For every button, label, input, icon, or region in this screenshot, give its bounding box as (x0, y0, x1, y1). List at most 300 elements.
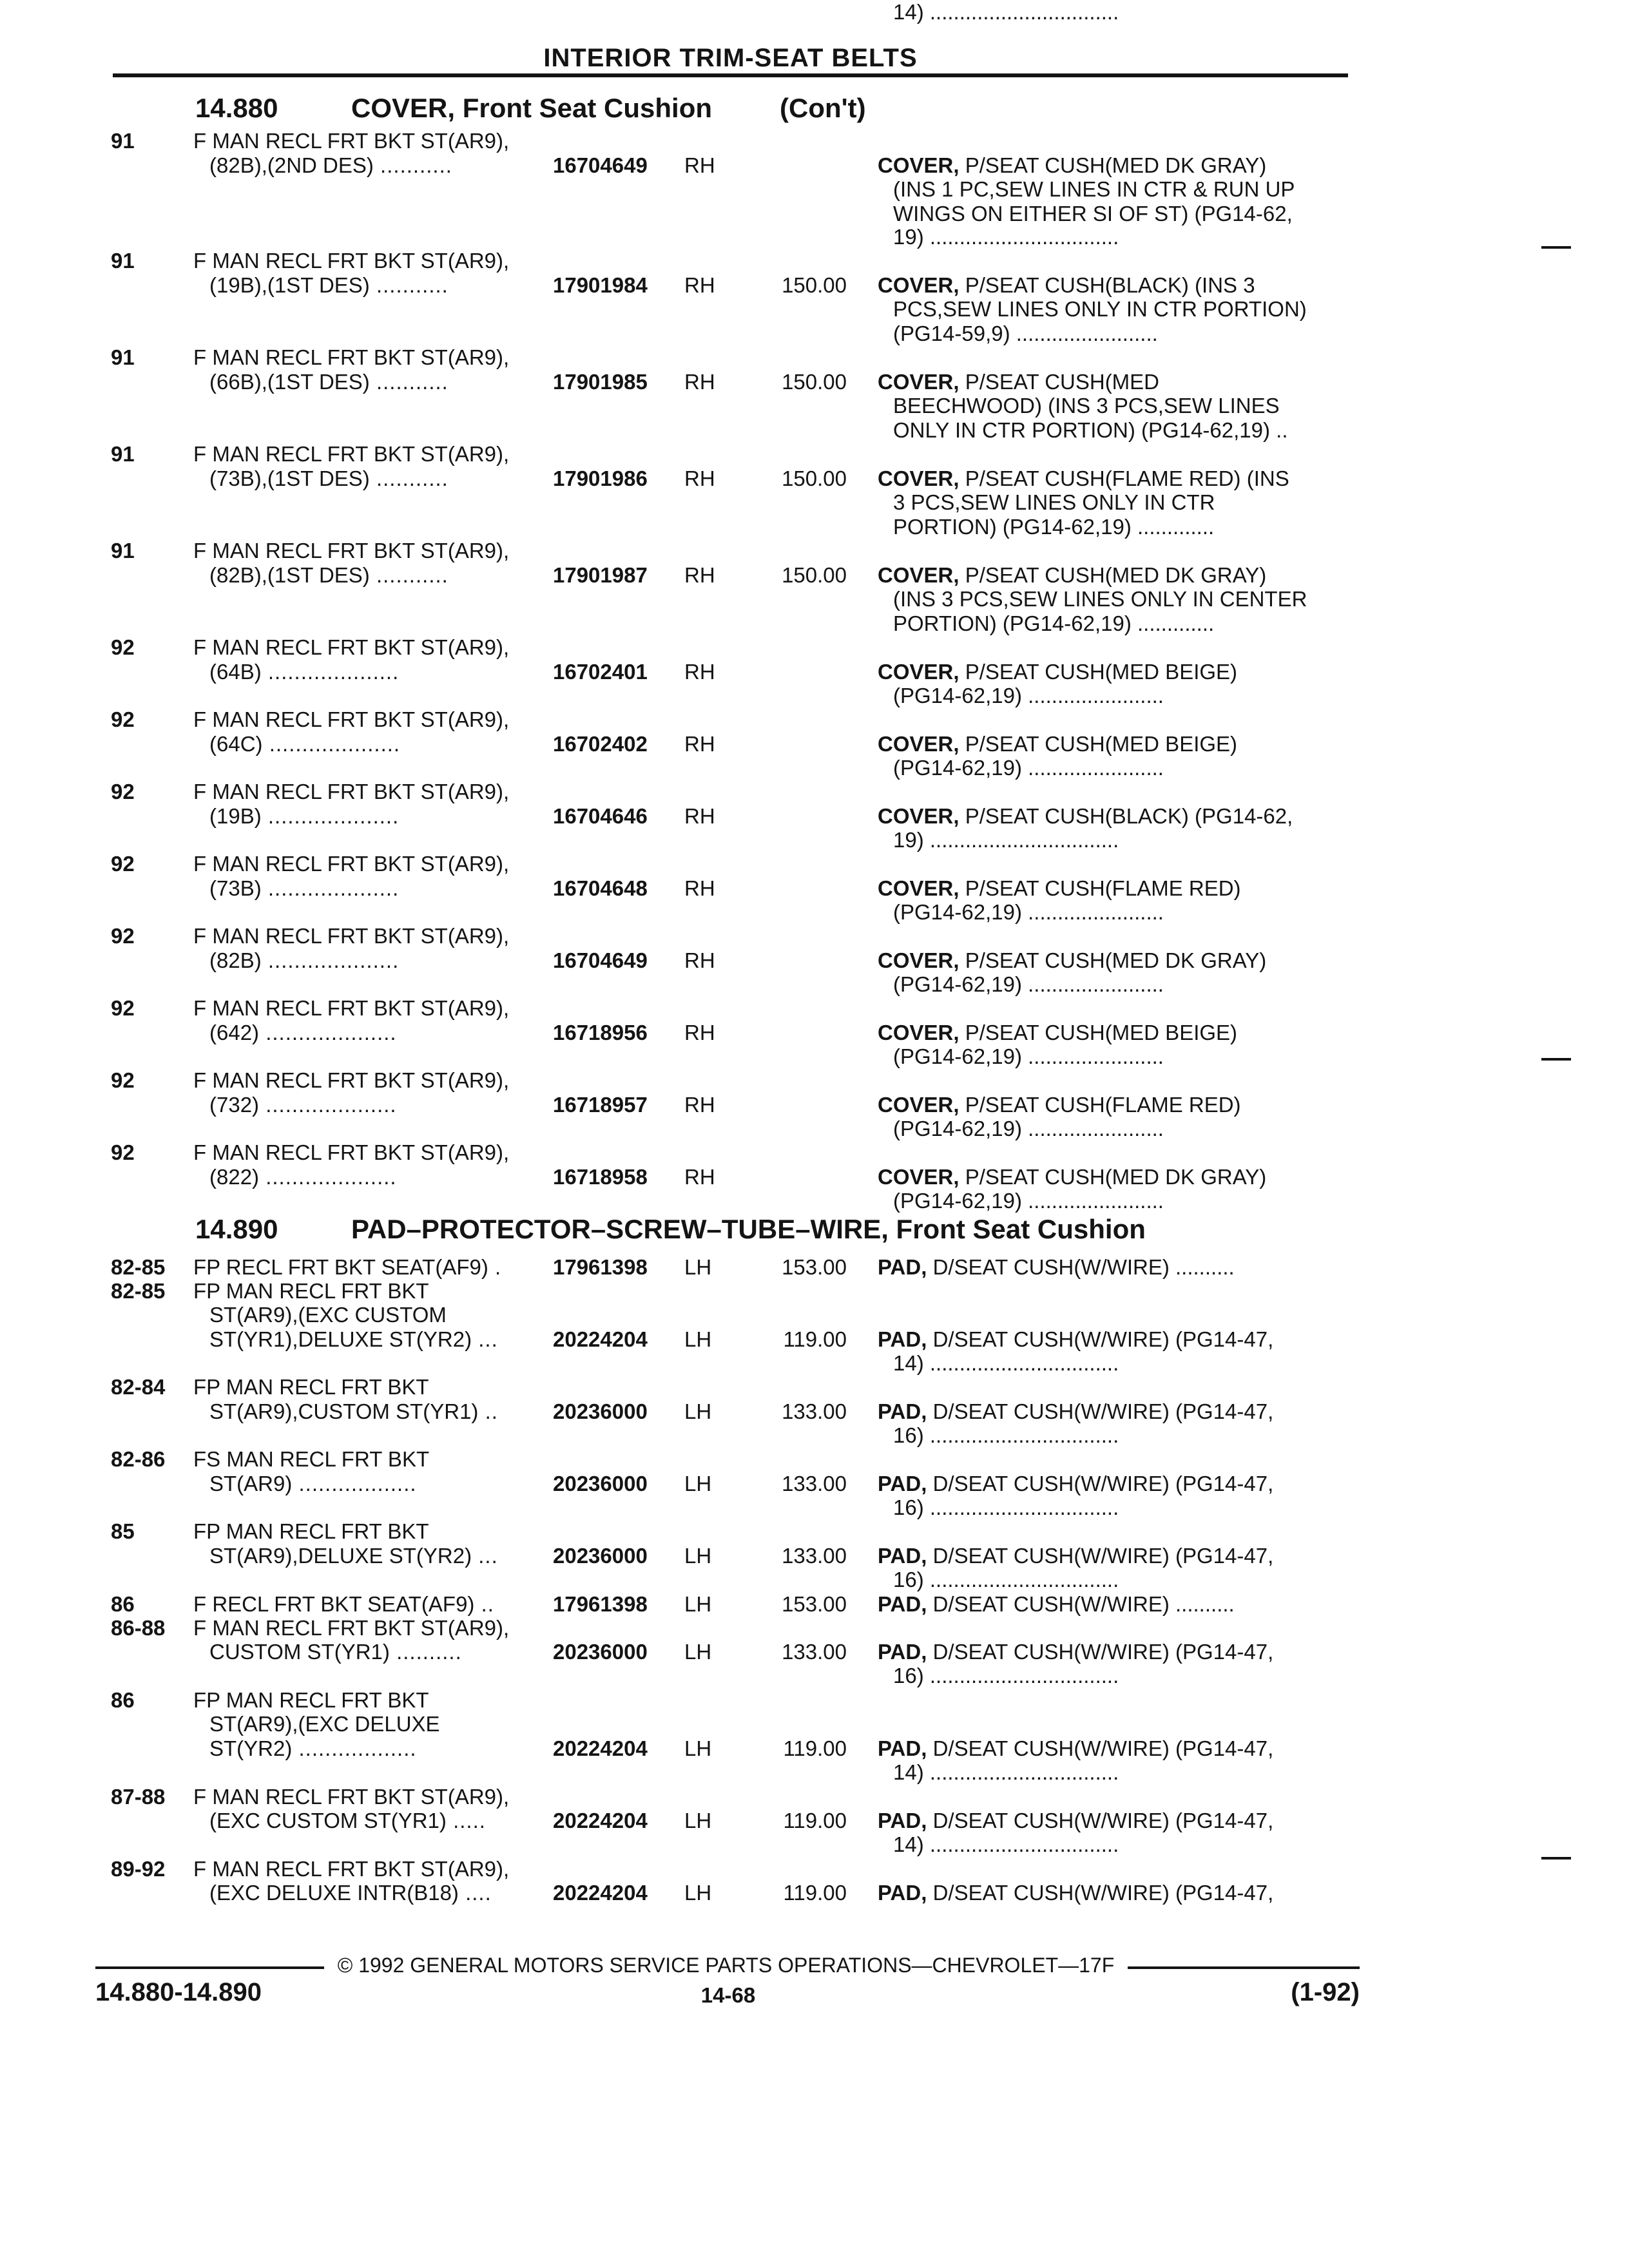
reference-number: 92 (111, 780, 135, 803)
description-text: 16) ................................ (893, 1664, 1119, 1687)
page-title: INTERIOR TRIM-SEAT BELTS (543, 44, 918, 72)
application-text (193, 707, 509, 732)
description (893, 972, 1164, 997)
dot-leader: .................... (259, 1165, 397, 1189)
description (878, 1544, 1273, 1568)
price: 150.00 (782, 370, 847, 394)
dot-leader: ... (472, 1544, 498, 1568)
description-text: P/SEAT CUSH(FLAME RED) (959, 876, 1241, 900)
price: 119.00 (783, 1736, 847, 1760)
application-label: F MAN RECL FRT BKT ST(AR9), (193, 1857, 510, 1881)
description (893, 0, 1119, 24)
application-label: (82B) (209, 948, 262, 972)
application-label: F MAN RECL FRT BKT ST(AR9), (193, 996, 510, 1020)
application-text (209, 273, 448, 298)
description (893, 297, 1307, 322)
description-text: 14) ................................ (893, 1351, 1119, 1375)
dot-leader: .................... (261, 876, 400, 900)
side-code: RH (684, 1165, 715, 1189)
side-code: RH (684, 563, 715, 587)
reference-number: 92 (111, 1068, 135, 1092)
side-code: LH (684, 1472, 712, 1495)
description-text: (INS 3 PCS,SEW LINES ONLY IN CENTER (893, 587, 1307, 611)
description (878, 153, 1266, 178)
description (878, 563, 1266, 588)
application-text (193, 996, 509, 1021)
description (893, 394, 1280, 418)
side-code: LH (684, 1327, 712, 1351)
application-label: F MAN RECL FRT BKT ST(AR9), (193, 780, 510, 803)
application-text (193, 442, 509, 466)
description (878, 1736, 1273, 1761)
reference-number: 91 (111, 249, 135, 273)
price: 153.00 (782, 1255, 847, 1279)
description-keyword: PAD, (878, 1809, 927, 1832)
description-text: 14) ................................ (893, 1832, 1119, 1856)
dot-leader: .................... (261, 660, 400, 684)
application-label: F MAN RECL FRT BKT ST(AR9), (193, 1140, 510, 1164)
application-label: FP MAN RECL FRT BKT (193, 1279, 429, 1303)
description (893, 515, 1214, 539)
application-label: (822) (209, 1165, 260, 1189)
description-text: 3 PCS,SEW LINES ONLY IN CTR (893, 490, 1215, 514)
application-text (193, 780, 509, 804)
section-name: COVER, Front Seat Cushion (351, 93, 713, 123)
section-continued: (Con't) (780, 93, 866, 123)
description-text: 19) ................................ (893, 225, 1119, 249)
description (893, 322, 1158, 346)
reference-number: 92 (111, 1140, 135, 1164)
dot-leader: ........... (369, 563, 448, 587)
application-label: F MAN RECL FRT BKT ST(AR9), (193, 345, 510, 369)
side-code: RH (684, 1093, 715, 1117)
dot-leader: .......... (389, 1640, 462, 1664)
dot-leader: ... (472, 1327, 498, 1351)
application-label: F MAN RECL FRT BKT ST(AR9), (193, 442, 510, 466)
side-code: LH (684, 1592, 712, 1616)
description (878, 1640, 1273, 1664)
reference-number: 92 (111, 852, 135, 876)
application-text (209, 1640, 462, 1664)
application-label: F MAN RECL FRT BKT ST(AR9), (193, 539, 510, 562)
description-keyword: COVER, (878, 370, 959, 394)
application-text (209, 1399, 498, 1424)
application-label: (EXC CUSTOM ST(YR1) (209, 1809, 447, 1832)
section-number: 14.880 (195, 93, 278, 123)
dot-leader: ........... (369, 466, 448, 490)
part-number: 17961398 (553, 1255, 648, 1279)
application-label: F RECL FRT BKT SEAT(AF9) (193, 1592, 475, 1616)
description-keyword: COVER, (878, 876, 959, 900)
description-text: P/SEAT CUSH(BLACK) (PG14-62, (959, 804, 1293, 828)
description (878, 1592, 1235, 1617)
application-label: FP MAN RECL FRT BKT (193, 1519, 429, 1543)
application-label: CUSTOM ST(YR1) (209, 1640, 390, 1664)
application-label: F MAN RECL FRT BKT ST(AR9), (193, 852, 510, 876)
reference-number: 92 (111, 707, 135, 731)
price: 119.00 (783, 1881, 847, 1905)
description (893, 684, 1164, 708)
side-code: LH (684, 1255, 712, 1279)
margin-mark (1541, 1058, 1571, 1061)
part-number: 17961398 (553, 1592, 648, 1616)
application-label: (73B) (209, 876, 262, 900)
part-number: 16702401 (553, 660, 648, 684)
description (893, 225, 1119, 249)
description (878, 1093, 1241, 1117)
reference-number: 86 (111, 1688, 135, 1712)
application-label: F MAN RECL FRT BKT ST(AR9), (193, 1616, 510, 1640)
description (893, 1423, 1119, 1448)
reference-number: 82-85 (111, 1279, 166, 1303)
description-text: PORTION) (PG14-62,19) ............. (893, 611, 1215, 635)
price: 133.00 (782, 1472, 847, 1495)
description-text: ONLY IN CTR PORTION) (PG14-62,19) .. (893, 418, 1288, 442)
application-text (209, 1327, 498, 1352)
description (878, 466, 1289, 491)
side-code: RH (684, 153, 715, 177)
application-label: (66B),(1ST DES) (209, 370, 370, 394)
part-number: 17901987 (553, 563, 648, 587)
side-code: RH (684, 370, 715, 394)
application-label: F MAN RECL FRT BKT ST(AR9), (193, 707, 510, 731)
description-text: P/SEAT CUSH(MED BEIGE) (959, 660, 1238, 684)
description (878, 1021, 1237, 1045)
description-text: 16) ................................ (893, 1568, 1119, 1591)
dot-leader: . (488, 1255, 502, 1279)
part-number: 20236000 (553, 1472, 648, 1495)
side-code: LH (684, 1640, 712, 1664)
application-label: FP MAN RECL FRT BKT (193, 1375, 429, 1399)
description-text: D/SEAT CUSH(W/WIRE) (PG14-47, (927, 1809, 1274, 1832)
description (878, 273, 1255, 298)
part-number: 20224204 (553, 1809, 648, 1832)
application-text (193, 1857, 509, 1881)
part-number: 16704646 (553, 804, 648, 828)
description-text: (PG14-62,19) ....................... (893, 1044, 1164, 1068)
price: 150.00 (782, 563, 847, 587)
description-text: D/SEAT CUSH(W/WIRE) (PG14-47, (927, 1881, 1274, 1905)
application-text (209, 876, 399, 901)
reference-number: 82-86 (111, 1447, 166, 1471)
reference-number: 91 (111, 129, 135, 153)
application-label: ST(AR9),(EXC CUSTOM (209, 1303, 447, 1327)
application-label: ST(AR9) (209, 1472, 293, 1495)
description (893, 418, 1287, 443)
application-text (209, 1093, 397, 1117)
dot-leader: .. (478, 1399, 498, 1423)
price: 150.00 (782, 273, 847, 297)
description-text: D/SEAT CUSH(W/WIRE) (PG14-47, (927, 1472, 1274, 1495)
application-text (209, 1165, 397, 1189)
description-text: P/SEAT CUSH(MED DK GRAY) (959, 1165, 1267, 1189)
application-label: F MAN RECL FRT BKT ST(AR9), (193, 129, 510, 153)
application-text (193, 635, 509, 660)
application-text (193, 1447, 429, 1472)
description-text: P/SEAT CUSH(MED DK GRAY) (959, 948, 1267, 972)
application-label: ST(AR9),CUSTOM ST(YR1) (209, 1399, 479, 1423)
part-number: 20236000 (553, 1640, 648, 1664)
application-text (209, 1712, 440, 1736)
description-text: PORTION) (PG14-62,19) ............. (893, 515, 1215, 539)
part-number: 16718957 (553, 1093, 648, 1117)
application-label: F MAN RECL FRT BKT ST(AR9), (193, 1785, 510, 1809)
description (878, 1809, 1273, 1833)
price: 119.00 (783, 1327, 847, 1351)
description-keyword: COVER, (878, 563, 959, 587)
side-code: RH (684, 273, 715, 297)
description-text: (PG14-62,19) ....................... (893, 900, 1164, 924)
description (878, 876, 1241, 901)
application-label: ST(AR9),(EXC DELUXE (209, 1712, 440, 1736)
description-keyword: PAD, (878, 1327, 927, 1351)
application-label: (19B),(1ST DES) (209, 273, 370, 297)
description (878, 660, 1237, 684)
side-code: LH (684, 1881, 712, 1905)
description-text: D/SEAT CUSH(W/WIRE) (PG14-47, (927, 1736, 1274, 1760)
description-text: P/SEAT CUSH(MED BEIGE) (959, 1021, 1238, 1044)
description (893, 587, 1307, 611)
side-code: LH (684, 1544, 712, 1568)
application-text (209, 466, 448, 491)
side-code: RH (684, 876, 715, 900)
application-label: F MAN RECL FRT BKT ST(AR9), (193, 249, 510, 273)
description-text: P/SEAT CUSH(MED DK GRAY) (959, 153, 1267, 177)
footer-section-range: 14.880-14.890 (95, 1978, 262, 2006)
dot-leader: ........... (369, 370, 448, 394)
application-text (209, 1472, 417, 1496)
description-text: P/SEAT CUSH(MED BEIGE) (959, 732, 1238, 756)
application-text (193, 1068, 509, 1093)
dot-leader: ........... (373, 153, 452, 177)
application-text (193, 852, 509, 876)
description (893, 490, 1215, 515)
side-code: LH (684, 1736, 712, 1760)
price: 133.00 (782, 1544, 847, 1568)
description-keyword: PAD, (878, 1472, 927, 1495)
description-text: 16) ................................ (893, 1423, 1119, 1447)
description (893, 1117, 1164, 1141)
description (878, 1327, 1273, 1352)
application-text (193, 1140, 509, 1165)
part-number: 16718958 (553, 1165, 648, 1189)
side-code: RH (684, 948, 715, 972)
description-text: (PG14-59,9) ........................ (893, 322, 1158, 345)
description (893, 900, 1164, 925)
description-keyword: PAD, (878, 1881, 927, 1905)
description-text: (INS 1 PC,SEW LINES IN CTR & RUN UP (893, 177, 1295, 201)
description-text: 16) ................................ (893, 1495, 1119, 1519)
reference-number: 91 (111, 442, 135, 466)
part-number: 16704649 (553, 948, 648, 972)
application-text (193, 129, 509, 153)
application-text (193, 1616, 509, 1640)
side-code: RH (684, 804, 715, 828)
description (878, 1255, 1235, 1280)
description-text: P/SEAT CUSH(MED (959, 370, 1160, 394)
dot-leader: .................... (261, 948, 400, 972)
description-keyword: COVER, (878, 948, 959, 972)
dot-leader: .... (458, 1881, 492, 1905)
description (878, 1399, 1273, 1424)
description (878, 804, 1293, 829)
application-label: FP MAN RECL FRT BKT (193, 1688, 429, 1712)
description-text: (PG14-62,19) ....................... (893, 972, 1164, 996)
application-label: ST(YR1),DELUXE ST(YR2) (209, 1327, 472, 1351)
description-text: P/SEAT CUSH(FLAME RED) (959, 1093, 1241, 1117)
description-keyword: PAD, (878, 1592, 927, 1616)
dot-leader: .................... (259, 1021, 397, 1044)
description (893, 1568, 1119, 1592)
description-keyword: COVER, (878, 466, 959, 490)
dot-leader: .................. (292, 1472, 417, 1495)
dot-leader: .................... (259, 1093, 397, 1117)
reference-number: 85 (111, 1519, 135, 1543)
description-text: BEECHWOOD) (INS 3 PCS,SEW LINES (893, 394, 1280, 418)
description-text: D/SEAT CUSH(W/WIRE) (PG14-47, (927, 1399, 1274, 1423)
application-label: FS MAN RECL FRT BKT (193, 1447, 430, 1471)
description-keyword: PAD, (878, 1736, 927, 1760)
price: 133.00 (782, 1399, 847, 1423)
description-text: P/SEAT CUSH(FLAME RED) (INS (959, 466, 1289, 490)
application-label: (64B) (209, 660, 262, 684)
application-text (209, 1736, 417, 1761)
description-text: (PG14-62,19) ....................... (893, 1189, 1164, 1213)
application-label: (EXC DELUXE INTR(B18) (209, 1881, 459, 1905)
description (893, 828, 1119, 852)
description (893, 1832, 1119, 1857)
application-text (193, 1279, 429, 1303)
description-text: D/SEAT CUSH(W/WIRE) .......... (927, 1592, 1235, 1616)
reference-number: 92 (111, 996, 135, 1020)
footer-date: (1-92) (1291, 1978, 1360, 2006)
description-text: 19) ................................ (893, 828, 1119, 852)
application-text (209, 732, 400, 756)
price: 150.00 (782, 466, 847, 490)
part-number: 20236000 (553, 1544, 648, 1568)
part-number: 20224204 (553, 1881, 648, 1905)
description-keyword: COVER, (878, 1021, 959, 1044)
description (893, 177, 1295, 202)
application-label: ST(YR2) (209, 1736, 293, 1760)
part-number: 17901984 (553, 273, 648, 297)
application-label: F MAN RECL FRT BKT ST(AR9), (193, 1068, 510, 1092)
application-label: (19B) (209, 804, 262, 828)
description-text: (PG14-62,19) ....................... (893, 684, 1164, 707)
application-text (193, 1519, 429, 1544)
footer-rule-left (95, 1966, 324, 1969)
reference-number: 82-85 (111, 1255, 166, 1279)
part-number: 17901985 (553, 370, 648, 394)
application-text (193, 1255, 501, 1280)
description (878, 948, 1266, 973)
application-text (193, 1375, 429, 1399)
section-number: 14.890 (195, 1214, 278, 1244)
side-code: RH (684, 1021, 715, 1044)
side-code: LH (684, 1399, 712, 1423)
part-number: 20224204 (553, 1327, 648, 1351)
side-code: RH (684, 732, 715, 756)
application-text (193, 249, 509, 273)
margin-mark (1541, 246, 1571, 249)
dot-leader: .................. (292, 1736, 417, 1760)
description (893, 1044, 1164, 1069)
dot-leader: .................... (262, 732, 401, 756)
description-text: (PG14-62,19) ....................... (893, 1117, 1164, 1140)
application-label: (642) (209, 1021, 260, 1044)
reference-number: 82-84 (111, 1375, 166, 1399)
dot-leader: ..... (446, 1809, 486, 1832)
description-keyword: COVER, (878, 1093, 959, 1117)
description-text: D/SEAT CUSH(W/WIRE) .......... (927, 1255, 1235, 1279)
margin-mark (1541, 1857, 1571, 1860)
part-number: 16704649 (553, 153, 648, 177)
application-label: ST(AR9),DELUXE ST(YR2) (209, 1544, 472, 1568)
price: 153.00 (782, 1592, 847, 1616)
application-label: (732) (209, 1093, 260, 1117)
application-text (209, 563, 448, 588)
application-label: (82B),(2ND DES) (209, 153, 374, 177)
description (878, 370, 1159, 394)
dot-leader: ........... (369, 273, 448, 297)
application-text (193, 924, 509, 948)
footer-rule-right (1128, 1966, 1360, 1969)
part-number: 16704648 (553, 876, 648, 900)
application-text (209, 804, 399, 829)
application-text (193, 1688, 429, 1713)
application-text (209, 660, 399, 684)
description (893, 1351, 1119, 1376)
application-label: (82B),(1ST DES) (209, 563, 370, 587)
description-keyword: PAD, (878, 1544, 927, 1568)
side-code: RH (684, 466, 715, 490)
part-number: 16702402 (553, 732, 648, 756)
application-text (209, 1809, 486, 1833)
description-text: WINGS ON EITHER SI OF ST) (PG14-62, (893, 202, 1293, 226)
description-text: 14) ................................ (893, 1760, 1119, 1784)
description (893, 756, 1164, 780)
reference-number: 86-88 (111, 1616, 166, 1640)
application-text (209, 948, 399, 973)
description-text: P/SEAT CUSH(BLACK) (INS 3 (959, 273, 1255, 297)
description-keyword: COVER, (878, 804, 959, 828)
description (878, 1881, 1273, 1905)
dot-leader: .. (474, 1592, 494, 1616)
application-label: F MAN RECL FRT BKT ST(AR9), (193, 635, 510, 659)
description (893, 1760, 1119, 1785)
description-keyword: PAD, (878, 1399, 927, 1423)
side-code: LH (684, 1809, 712, 1832)
price: 119.00 (783, 1809, 847, 1832)
reference-number: 87-88 (111, 1785, 166, 1809)
price: 133.00 (782, 1640, 847, 1664)
description-text: P/SEAT CUSH(MED DK GRAY) (959, 563, 1267, 587)
part-number: 16718956 (553, 1021, 648, 1044)
application-text (209, 1021, 397, 1045)
description-keyword: COVER, (878, 1165, 959, 1189)
description-text: 14) ................................ (893, 0, 1119, 24)
application-text (193, 1785, 509, 1809)
application-text (209, 1303, 447, 1327)
part-number: 17901986 (553, 466, 648, 490)
description-keyword: COVER, (878, 660, 959, 684)
application-text (209, 1881, 492, 1905)
part-number: 20236000 (553, 1399, 648, 1423)
description (893, 1495, 1119, 1520)
description-text: (PG14-62,19) ....................... (893, 756, 1164, 780)
description (893, 611, 1214, 636)
description (878, 1472, 1273, 1496)
